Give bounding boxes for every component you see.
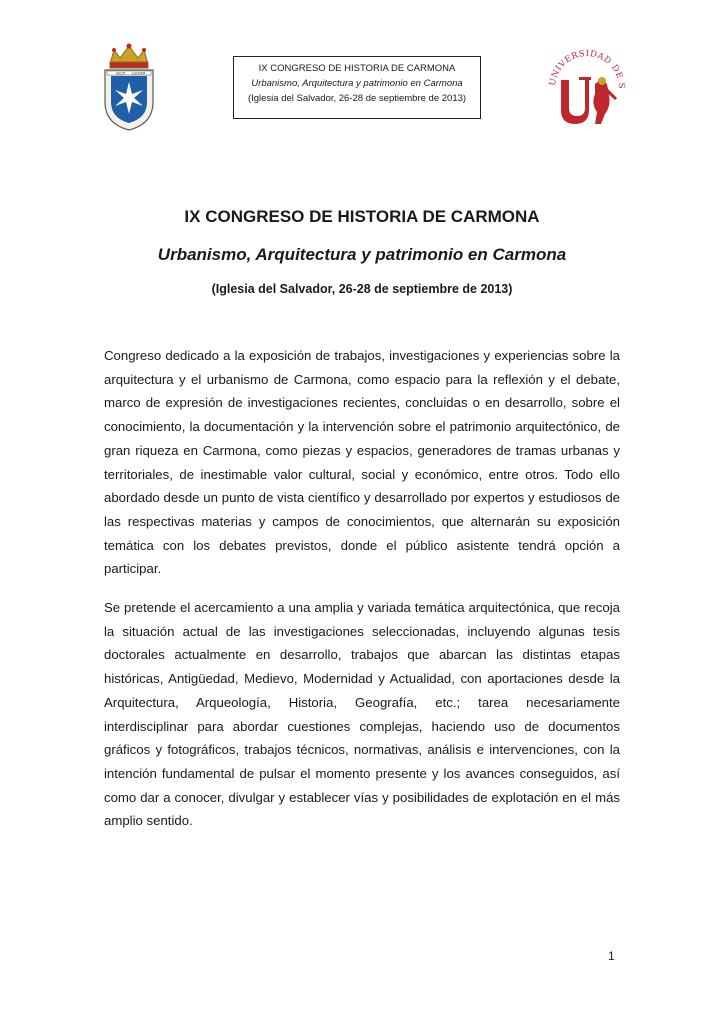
header-line-2: Urbanismo, Arquitectura y patrimonio en Carmona xyxy=(251,78,463,89)
page-title: IX CONGRESO DE HISTORIA DE CARMONA xyxy=(184,207,540,226)
paragraph-2: Se pretende el acercamiento a una amplia y variada temática arquitectónica, que recoja la situación actual de las investigaciones seleccionadas, incluyendo algunas tesis doctorales actualmente en desarrollo, trabajos que abarcan las distintas etapas históricas, Antigüedad, Medievo, Modernidad y Actualidad, con aportaciones desde la Arquitectura, Arqueología, Historia, Geografía, etc.; tarea necesariamente interdisciplinar para abordar cuestiones complejas, haciendo uso de documentos gráficos y fotográficos, trabajos técnicos, normativas, análisis e intervenciones, con la intención fundamental de pulsar el momento presente y los avances conseguidos, así como dar a conocer, divulgar y establecer vías y posibilidades de explotación en el más amplio sentido. xyxy=(104,600,620,829)
paragraph-1: Congreso dedicado a la exposición de trabajos, investigaciones y experiencias sobre la arquitectura y el urbanismo de Carmona, como espacio para la reflexión y el debate, marco de expresión de investigaciones recientes, concluidas o en desarrollo, sobre el conocimiento, la documentación y la intervención sobre el patrimonio arquitectónico, de gran riqueza en Carmona, como piezas y espacios, generadores de tramas urbanas y territoriales, de inestimable valor cultural, social y económico, entre otros. Todo ello abordado desde un punto de vista científico y desarrollado por expertos y estudiosos de las respectivas materias y campos de conocimientos, que alternarán su exposición temática con los debates previstos, donde el público asistente tendrá opción a participar. xyxy=(104,348,620,577)
carmona-coat-of-arms-icon xyxy=(100,40,158,132)
header-line-3: (Iglesia del Salvador, 26-28 de septiembre de 2013) xyxy=(247,93,467,104)
page-subtitle: Urbanismo, Arquitectura y patrimonio en Carmona xyxy=(157,245,567,264)
university-arc-text: UNIVERSIDAD DE S xyxy=(547,48,627,90)
page-number: 1 xyxy=(608,949,615,963)
body-text xyxy=(104,344,620,848)
motto-left-text: SICUT xyxy=(116,71,126,76)
header-box xyxy=(233,56,481,119)
header-line-1: IX CONGRESO DE HISTORIA DE CARMONA xyxy=(258,63,456,74)
motto-right-text: LUCIFER xyxy=(132,71,146,76)
venue-date: (Iglesia del Salvador, 26-28 de septiembre de 2013) xyxy=(211,282,513,296)
universidad-de-sevilla-logo xyxy=(545,44,627,128)
title-block xyxy=(0,206,724,298)
